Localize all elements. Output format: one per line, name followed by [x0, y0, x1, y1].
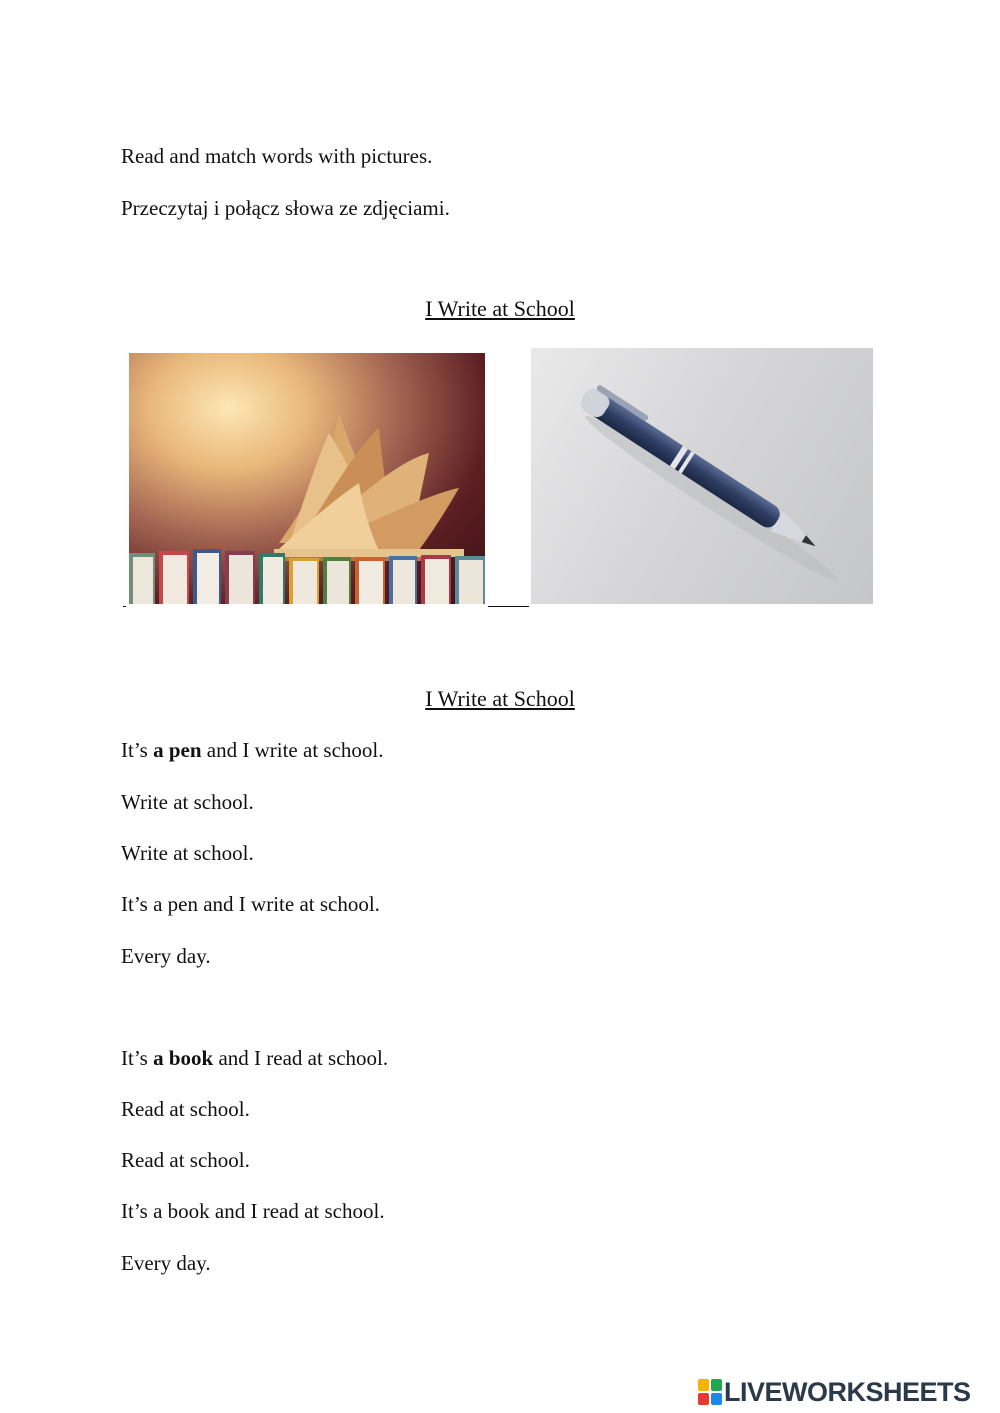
- song-title: I Write at School: [425, 686, 575, 711]
- verse1-line3: Write at school.: [121, 841, 254, 865]
- verse1-keyword: a pen: [153, 738, 202, 762]
- book-picture[interactable]: [129, 353, 485, 604]
- verse2-line5: Every day.: [121, 1251, 211, 1275]
- verse2-line4: It’s a book and I read at school.: [121, 1199, 385, 1223]
- pen-picture[interactable]: [531, 348, 873, 604]
- verse2-line1-post: and I read at school.: [213, 1046, 389, 1070]
- verse1-line1-post: and I write at school.: [201, 738, 384, 762]
- verse1-line1: [121, 737, 383, 763]
- instruction-polish: Przeczytaj i połącz słowa ze zdjęciami.: [121, 196, 450, 220]
- page-title-top: I Write at School: [425, 296, 575, 321]
- verse1-line5: Every day.: [121, 944, 211, 968]
- verse2-line1-pre: It’s: [121, 1046, 154, 1070]
- book-stack-image: [129, 353, 485, 604]
- verse2-line2: Read at school.: [121, 1097, 250, 1121]
- verse1-line1-pre: It’s: [121, 738, 154, 762]
- verse1-line2: Write at school.: [121, 790, 254, 814]
- verse2-keyword: a book: [153, 1046, 214, 1070]
- answer-line-middle: [488, 606, 529, 607]
- answer-line-left: [123, 606, 126, 607]
- liveworksheets-logo-icon: [698, 1379, 722, 1405]
- logo-square-4: [711, 1393, 722, 1405]
- logo-square-1: [698, 1379, 709, 1391]
- logo-square-3: [698, 1393, 709, 1405]
- verse2-line1: [121, 1045, 388, 1071]
- instruction-english: Read and match words with pictures.: [121, 144, 433, 168]
- verse1-line4: It’s a pen and I write at school.: [121, 892, 380, 916]
- liveworksheets-logo[interactable]: [698, 1377, 971, 1407]
- verse2-line3: Read at school.: [121, 1148, 250, 1172]
- logo-square-2: [711, 1379, 722, 1391]
- pen-image: [531, 348, 873, 604]
- liveworksheets-logo-text: LIVEWORKSHEETS: [724, 1376, 971, 1407]
